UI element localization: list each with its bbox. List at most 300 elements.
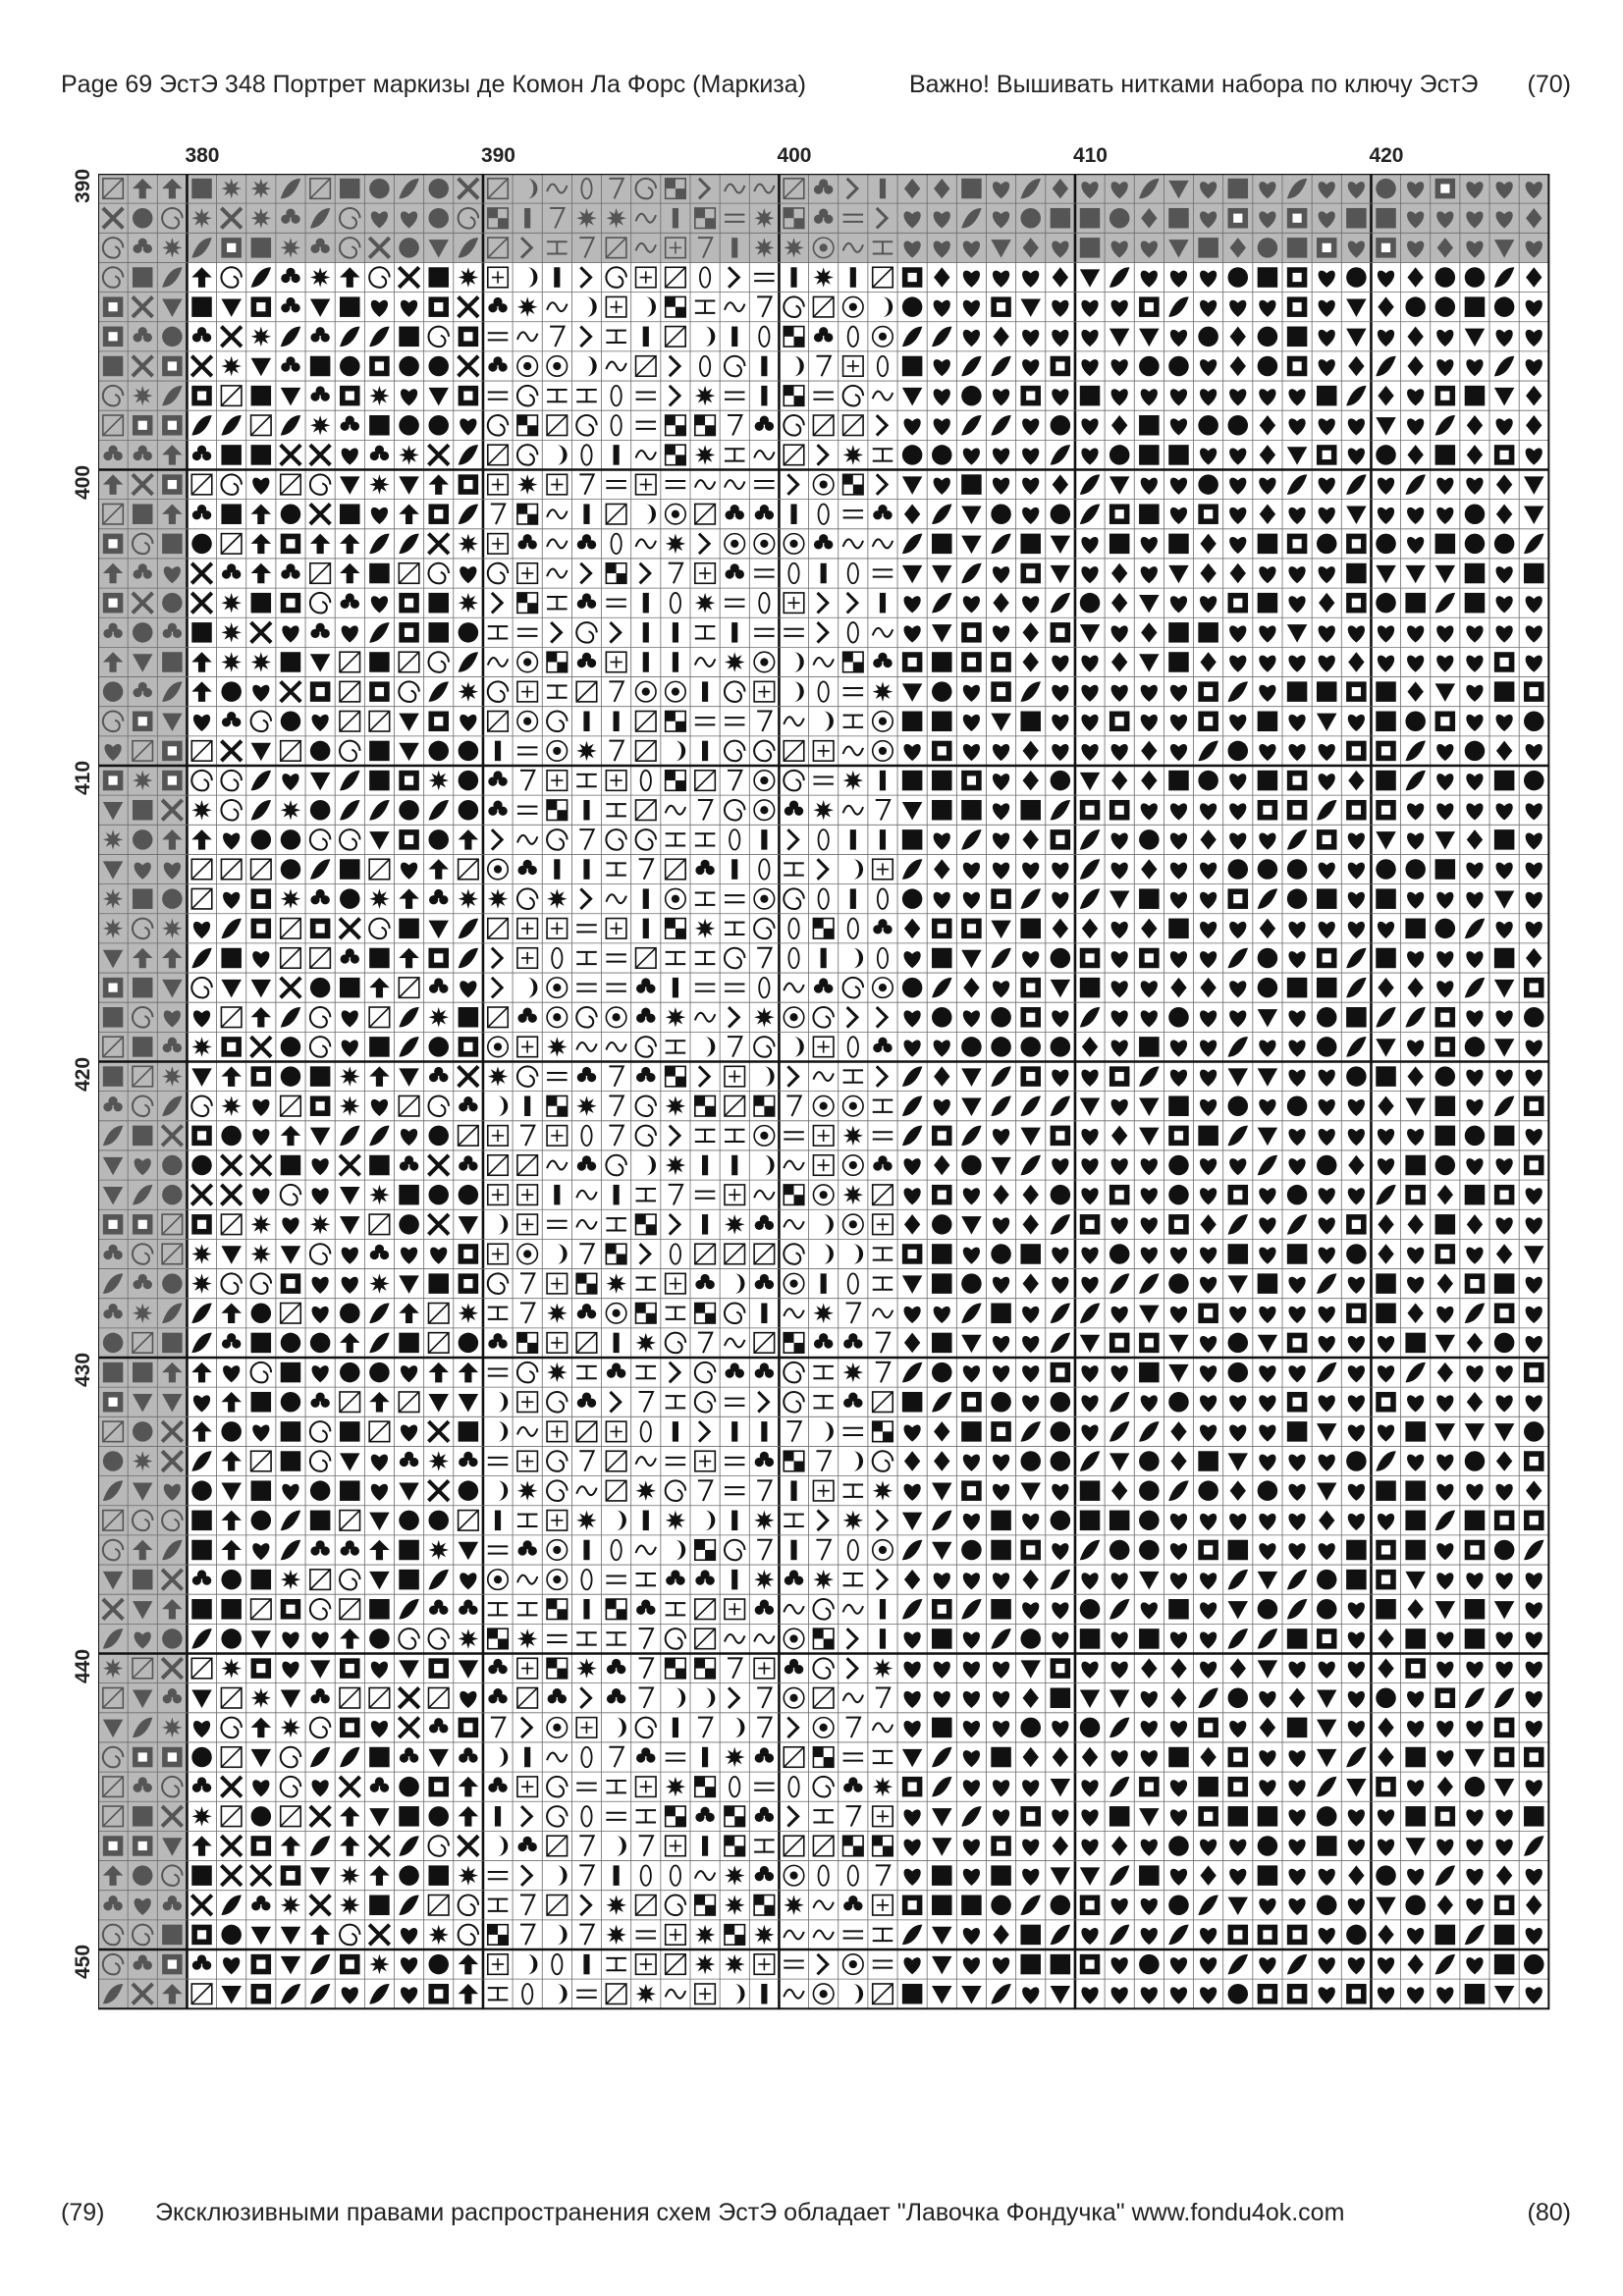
stitch-cell [340,1865,360,1886]
page-header [61,71,1571,106]
stitch-cell [399,356,419,377]
stitch-cell [1051,1362,1071,1383]
stitch-cell [1020,1244,1041,1264]
stitch-cell [1051,504,1071,524]
stitch-cell [191,386,212,406]
stitch-cell [880,593,886,614]
stitch-cell [221,1629,242,1649]
stitch-cell [191,534,212,555]
stitch-cell [1051,356,1071,377]
stitch-cell [1168,771,1189,791]
stitch-cell [1287,1333,1308,1354]
stitch-cell [428,1037,449,1057]
stitch-cell [643,593,649,614]
stitch-cell [614,1865,620,1886]
stitch-cell [251,1244,272,1264]
stitch-cell [961,1896,982,1916]
stitch-cell [554,267,560,288]
stitch-cell [576,1511,597,1531]
row-number: 400 [72,464,94,500]
stitch-cell [133,622,153,643]
stitch-cell [991,1244,1011,1264]
stitch-cell [340,1304,360,1324]
stitch-cell [1405,712,1426,732]
stitch-chart-grid [98,174,1569,2130]
stitch-cell [1139,504,1160,524]
stitch-cell [133,386,153,406]
stitch-cell [1435,919,1456,939]
stitch-cell [1287,1718,1308,1738]
page-footer [61,2199,1571,2234]
stitch-cell [1317,1806,1337,1827]
stitch-cell [850,888,856,909]
stitch-cell [459,622,479,643]
stitch-cell [1435,386,1456,406]
stitch-cell [1020,800,1041,821]
stitch-cell [1258,593,1278,614]
stitch-cell [281,1421,301,1442]
stitch-cell [251,829,272,850]
stitch-cell [281,829,301,850]
stitch-cell [517,1629,538,1649]
stitch-cell [191,1865,212,1886]
stitch-cell [133,712,153,732]
stitch-cell [1258,1480,1278,1501]
stitch-cell [932,771,952,791]
stitch-cell [133,1865,153,1886]
stitch-cell [1494,1925,1515,1946]
stitch-cell [369,1954,390,1975]
stitch-cell [162,1333,183,1354]
stitch-cell [340,1066,360,1087]
stitch-cell [725,1865,745,1886]
stitch-cell [103,1392,124,1413]
stitch-cell [725,1214,745,1235]
stitch-cell [1317,1007,1337,1028]
stitch-cell [991,1865,1011,1886]
stitch-cell [103,888,124,909]
stitch-cell [1435,1066,1456,1087]
stitch-cell [428,267,449,288]
stitch-cell [1020,1037,1041,1057]
stitch-cell [643,622,649,643]
stitch-cell [459,1304,479,1324]
stitch-cell [1287,1392,1308,1413]
stitch-cell [1494,1540,1515,1561]
stitch-cell [1020,1806,1041,1827]
stitch-cell [576,741,597,762]
stitch-cell [103,1333,124,1354]
stitch-cell [162,238,183,258]
stitch-cell [133,1570,153,1590]
stitch-cell [517,474,538,495]
stitch-cell [1494,1185,1515,1205]
stitch-cell [1287,800,1308,821]
stitch-cell [310,1333,331,1354]
stitch-cell [1494,1896,1515,1916]
stitch-cell [643,652,649,672]
stitch-cell [191,1511,212,1531]
stitch-cell [459,1185,479,1205]
stitch-cell [221,1037,242,1057]
stitch-cell [1198,1777,1218,1797]
stitch-cell [103,327,124,347]
stitch-cell [221,238,242,258]
stitch-cell [666,1777,686,1797]
stitch-cell [1405,1806,1426,1827]
stitch-cell [1465,593,1486,614]
stitch-cell [399,919,419,939]
stitch-cell [731,1155,737,1176]
row-number: 440 [72,1648,94,1683]
stitch-cell [162,1747,183,1768]
stitch-cell [1376,1599,1396,1620]
stitch-cell [1051,1037,1071,1057]
stitch-cell [1168,1126,1189,1147]
stitch-cell [221,1096,242,1117]
stitch-cell [103,978,124,998]
stitch-cell [162,356,183,377]
stitch-cell [902,1392,923,1413]
stitch-cell [673,1718,678,1738]
stitch-cell [932,1718,952,1738]
stitch-cell [1228,1540,1249,1561]
stitch-cell [1168,1155,1189,1176]
stitch-cell [1258,978,1278,998]
stitch-cell [281,1362,301,1383]
stitch-cell [133,1421,153,1442]
stitch-cell [459,534,479,555]
stitch-cell [162,327,183,347]
stitch-cell [428,1658,449,1679]
stitch-cell [731,622,737,643]
stitch-cell [495,1511,501,1531]
stitch-cell [310,1214,331,1235]
stitch-cell [1139,1865,1160,1886]
stitch-cell [103,593,124,614]
stitch-cell [1524,1095,1544,1116]
stitch-cell [1020,1066,1041,1087]
stitch-cell [399,1511,419,1531]
footer-copyright: Эксклюзивными правами распространения схем ЭстЭ обладает "Лавочка Фондучка" www.fondu4ok.com [155,2199,1345,2226]
stitch-cell [614,445,620,465]
stitch-cell [1020,1718,1041,1738]
stitch-cell [731,327,737,347]
stitch-cell [369,386,390,406]
stitch-cell [666,1511,686,1531]
stitch-cell [191,800,212,821]
stitch-cell [281,1333,301,1354]
stitch-cell [790,1540,796,1561]
stitch-cell [162,593,183,614]
stitch-cell [754,1570,775,1590]
stitch-cell [459,327,479,347]
stitch-cell [459,1480,479,1501]
stitch-cell [1494,1304,1515,1324]
stitch-cell [1139,1540,1160,1561]
stitch-cell [191,1273,212,1294]
stitch-cell [1317,978,1337,998]
stitch-cell [1020,1629,1041,1649]
stitch-cell [583,712,589,732]
stitch-cell [1465,1511,1486,1531]
stitch-cell [310,919,331,939]
stitch-cell [1020,563,1041,584]
stitch-cell [1080,1214,1101,1235]
stitch-cell [761,1421,767,1442]
stitch-cell [754,208,775,229]
stitch-cell [340,296,360,317]
stitch-cell [1465,296,1486,317]
stitch-cell [1376,534,1396,555]
stitch-cell [1317,1155,1337,1176]
row-number: 430 [72,1352,94,1387]
stitch-cell [702,1836,708,1856]
stitch-cell [310,1511,331,1531]
stitch-cell [428,829,449,850]
stitch-cell [1405,919,1426,939]
stitch-cell [1376,741,1396,762]
stitch-cell [369,1629,390,1649]
stitch-cell [103,1451,124,1471]
stitch-cell [517,296,538,317]
stitch-cell [1139,296,1160,317]
stitch-cell [221,681,242,702]
stitch-cell [399,1333,419,1354]
stitch-cell [1524,1007,1544,1028]
stitch-cell [932,741,952,762]
stitch-cell [991,1511,1011,1531]
stitch-cell [1376,208,1396,229]
stitch-cell [1287,238,1308,258]
stitch-cell [1317,534,1337,555]
column-number: 400 [777,144,812,167]
stitch-cell [162,741,183,762]
stitch-cell [1376,948,1396,969]
stitch-cell [932,1214,952,1235]
stitch-cell [643,919,649,939]
stitch-cell [761,1304,767,1324]
stitch-cell [133,800,153,821]
stitch-cell [1287,327,1308,347]
stitch-cell [880,1599,886,1620]
stitch-cell [369,771,390,791]
stitch-cell [702,741,708,762]
stitch-cell [1198,1540,1218,1561]
stitch-cell [191,1155,212,1176]
stitch-cell [1287,888,1308,909]
stitch-cell [428,741,449,762]
stitch-cell [1346,681,1367,702]
stitch-cell [1139,888,1160,909]
stitch-cell [754,1007,775,1028]
stitch-cell [547,1037,568,1057]
stitch-cell [1287,1095,1308,1116]
row-number: 450 [72,1944,94,1979]
stitch-cell [340,1658,360,1679]
stitch-cell [162,1718,183,1738]
stitch-cell [399,415,419,436]
stitch-cell [725,1896,745,1916]
stitch-cell [103,771,124,791]
stitch-cell [281,1066,301,1087]
stitch-cell [1435,445,1456,465]
stitch-cell [1435,1244,1456,1264]
stitch-cell [1405,1629,1426,1649]
stitch-cell [1494,1333,1515,1354]
stitch-cell [1494,534,1515,555]
stitch-cell [695,593,716,614]
stitch-cell [133,415,153,436]
stitch-cell [428,1126,449,1147]
column-number: 410 [1072,144,1108,167]
stitch-cell [1109,504,1130,524]
stitch-cell [673,1421,678,1442]
stitch-cell [133,1806,153,1827]
stitch-cell [399,800,419,821]
stitch-cell [961,622,982,643]
stitch-cell [902,771,923,791]
stitch-cell [1168,622,1189,643]
stitch-cell [517,1480,538,1501]
stitch-cell [1317,888,1337,909]
stitch-cell [340,1896,360,1916]
stitch-cell [754,1511,775,1531]
stitch-cell [1198,327,1218,347]
stitch-cell [991,1037,1011,1057]
stitch-cell [932,1126,952,1147]
stitch-cell [1317,386,1337,406]
stitch-cell [281,1451,301,1471]
stitch-cell [1228,888,1249,909]
stitch-cell [369,179,390,199]
stitch-cell [459,1273,479,1294]
stitch-cell [1228,1362,1249,1383]
stitch-cell [932,1244,952,1264]
stitch-cell [191,1599,212,1620]
stitch-cell [1051,415,1071,436]
stitch-cell [251,1954,272,1975]
stitch-cell [133,978,153,998]
row-number: 390 [72,168,94,203]
stitch-cell [459,741,479,762]
stitch-cell [1287,296,1308,317]
stitch-cell [961,1392,982,1413]
stitch-cell [1228,1777,1249,1797]
stitch-cell [133,1451,153,1471]
stitch-cell [281,1896,301,1916]
stitch-cell [1168,1836,1189,1856]
stitch-cell [1168,1747,1189,1768]
stitch-cell [428,1865,449,1886]
stitch-cell [1080,1718,1101,1738]
stitch-cell [991,1421,1011,1442]
stitch-cell [1258,1836,1278,1856]
stitch-cell [191,1037,212,1057]
column-number: 420 [1369,144,1404,167]
stitch-cell [162,415,183,436]
stitch-cell [1051,208,1071,229]
stitch-cell [162,1273,183,1294]
stitch-cell [1405,1658,1426,1679]
stitch-cell [399,1214,419,1235]
stitch-cell [991,1896,1011,1916]
stitch-cell [1494,1126,1515,1147]
stitch-cell [1051,1658,1071,1679]
stitch-cell [1405,1747,1426,1768]
stitch-cell [932,1273,952,1294]
stitch-cell [459,474,479,495]
stitch-cell [932,1865,952,1886]
stitch-cell [932,652,952,672]
stitch-cell [576,208,597,229]
stitch-cell [399,1185,419,1205]
stitch-cell [761,1984,767,2004]
stitch-cell [1051,1185,1071,1205]
stitch-cell [880,829,886,850]
stitch-cell [1376,1687,1396,1708]
stitch-cell [399,1540,419,1561]
stitch-cell [399,771,419,791]
stitch-cell [1020,919,1041,939]
stitch-cell [369,888,390,909]
stitch-cell [1109,1066,1130,1087]
stitch-cell [524,1747,530,1768]
stitch-cell [1376,1392,1396,1413]
stitch-cell [1346,534,1367,555]
stitch-cell [310,267,331,288]
stitch-cell [251,888,272,909]
stitch-cell [1258,948,1278,969]
stitch-cell [310,1480,331,1501]
stitch-cell [251,208,272,229]
stitch-cell [1080,1599,1101,1620]
stitch-cell [281,712,301,732]
stitch-cell [429,1540,450,1561]
stitch-cell [1405,1185,1426,1205]
stitch-cell [1258,771,1278,791]
stitch-cell [932,919,952,939]
stitch-cell [1317,1896,1337,1916]
stitch-cell [761,829,767,850]
stitch-cell [1198,415,1218,436]
stitch-cell [1198,1718,1218,1738]
stitch-cell [1376,1304,1396,1324]
stitch-cell [251,1333,272,1354]
stitch-cell [1494,652,1515,672]
stitch-cell [221,948,242,969]
stitch-cell [221,1658,242,1679]
stitch-cell [583,1599,589,1620]
stitch-cell [932,1007,952,1028]
stitch-cell [221,593,242,614]
stitch-cell [1168,208,1189,229]
stitch-cell [1465,563,1486,584]
stitch-cell [191,1126,212,1147]
stitch-cell [459,1333,479,1354]
stitch-cell [1435,1007,1456,1028]
stitch-cell [932,681,952,702]
stitch-cell [1287,1629,1308,1649]
stitch-cell [902,445,923,465]
stitch-cell [191,179,212,199]
stitch-cell [1287,534,1308,555]
stitch-cell [961,386,982,406]
stitch-cell [1287,771,1308,791]
stitch-cell [695,445,716,465]
stitch-cell [428,504,449,524]
stitch-cell [191,1806,212,1827]
